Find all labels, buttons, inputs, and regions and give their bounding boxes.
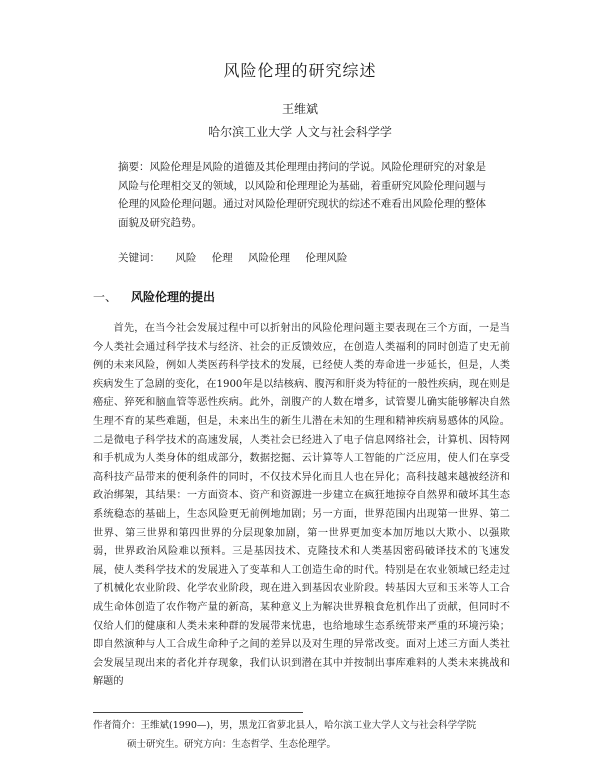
- keywords: [118, 250, 486, 265]
- footnote-line: 作者简介：王维斌(1990—)，男，黑龙江省萝北县人，哈尔滨工业大学人文与社会科学学院: [93, 720, 477, 731]
- footnote-line: 硕士研究生。研究方向：生态哲学、生态伦理学。: [127, 739, 337, 750]
- footnote: [93, 716, 523, 754]
- section-title: 风险伦理的提出: [131, 290, 216, 304]
- keywords-label: 关键词：: [118, 252, 160, 264]
- keyword: 伦理: [211, 252, 233, 264]
- keyword: 风险: [175, 252, 197, 264]
- section-number: 一、: [93, 290, 118, 304]
- footnote-divider: [93, 712, 303, 713]
- abstract: 摘要：风险伦理是风险的道德及其伦理理由拷问的学说。风险伦理研究的对象是风险与伦理相交叉的领域，以风险和伦理理论为基础，着重研究风险伦理问题与伦理的风险伦理问题。通过对风险伦理研究现状的综述不难看出风险伦理的整体面貌及研究趋势。: [118, 161, 486, 229]
- body-paragraph: 首先，在当今社会发展过程中可以折射出的风险伦理问题主要表现在三个方面，一是当今人类社会通过科学技术与经济、社会的正反馈效应，在创造人类福利的同时创造了史无前例的未来风险，例如人类医药科学技术的发展，已经使人类的寿命进一步延长，但是，人类疾病发生了急剧的变化，在1900年是以结核病、腹泻和肝炎为特征的一般性疾病，现在则是癌症、猝死和脑血管等恶性疾病。此外，剖腹产的人数在增多，试管婴儿确实能够解决自然生理不育的某些难题，但是，未来出生的新生儿潜在未知的生理和精神疾病易感体的风险。二是微电子科学技术的高速发展，人类社会已经进入了电子信息网络社会，计算机、因特网和手机成为人类身体的组成部分，数据挖掘、云计算等人工智能的广泛应用，使人们在享受高科技产品带来的便利条件的同时，不仅技术异化而且人也在异化；高科技越来越被经济和政治绑架，其结果：一方面资本、资产和资源进一步建立在疯狂地掠夺自然界和破坏其生态系统稳态的基础上，生态风险更无前例地加剧；另一方面，世界范围内出现第一世界、第二世界、第三世界和第四世界的分层现象加剧，第一世界更加变本加厉地以大欺小、以强欺弱，世界政治风险难以预料。三是基因技术、克隆技术和人类基因密码破译技术的飞速发展，使人类科学技术的发展进入了变革和人工创造生命的时代。特别是在农业领域已经走过了机械化农业阶段、化学农业阶段，现在进入到基因农业阶段。转基因大豆和玉米等人工合成生命体创造了农作物产量的新高，某种意义上为解决世界粮食危机作出了贡献，但同时不仅给人们的健康和人类未来种群的发展带来忧患，也给地球生态系统带来严重的环境污染；即自然演种与人工合成生命种子之间的差异以及对生理的异常改变。面对上述三方面人类社会发展呈现出来的者化并存现象，我们认识到潜在其中并按制出事库难料的人类未来挑战和解题的: [93, 323, 510, 688]
- keyword: 伦理风险: [305, 252, 348, 264]
- paper-title: 风险伦理的研究综述: [223, 61, 377, 80]
- keyword: 风险伦理: [248, 252, 291, 264]
- author-affiliation: 哈尔滨工业大学 人文与社会科学学: [208, 125, 392, 139]
- author-name: 王维斌: [281, 102, 318, 116]
- section-heading: [93, 288, 215, 305]
